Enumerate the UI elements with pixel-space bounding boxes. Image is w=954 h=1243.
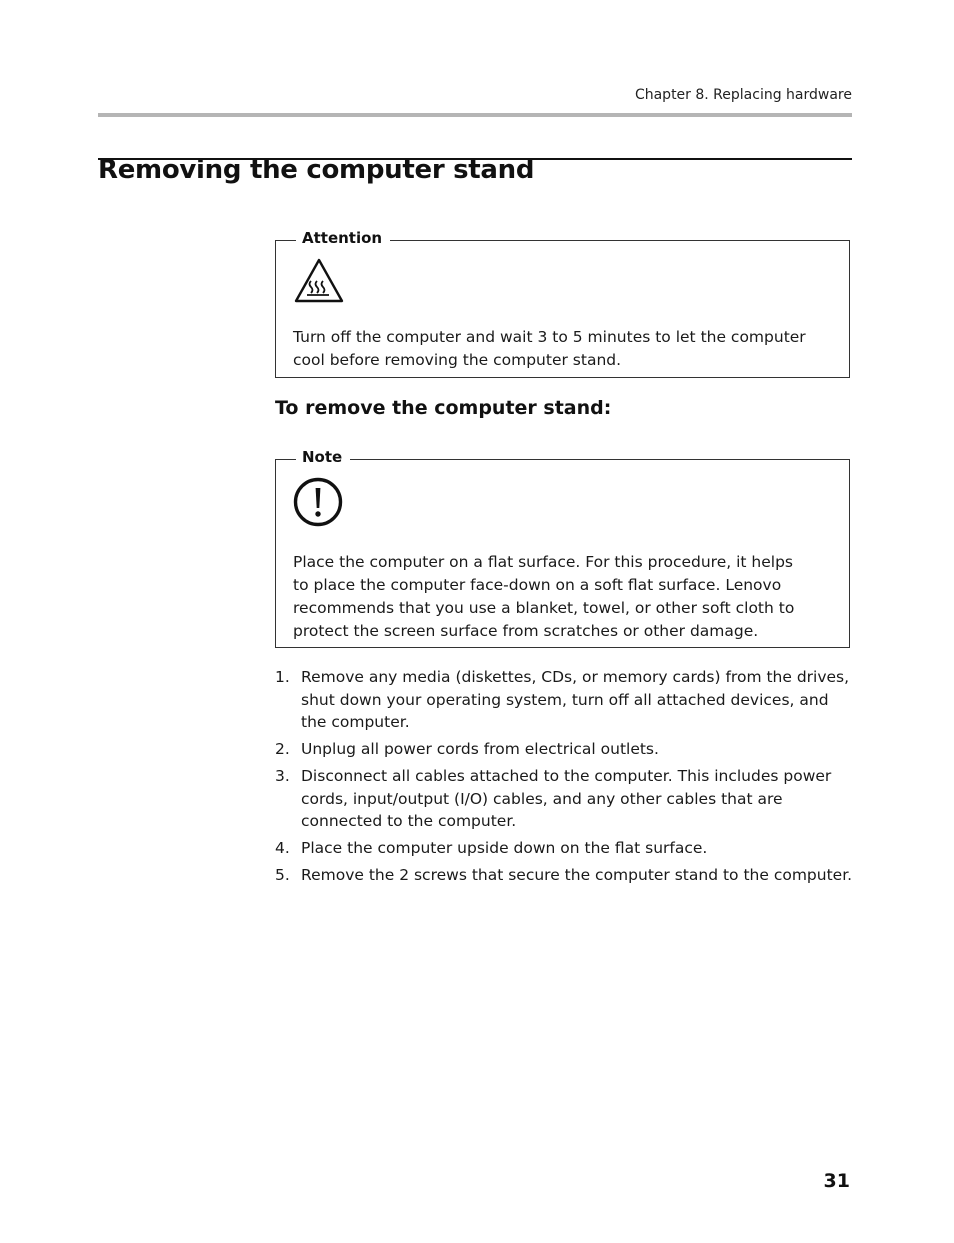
- note-label: Note: [296, 448, 350, 466]
- step-text: [301, 765, 855, 833]
- step-line: the computer.: [301, 713, 410, 731]
- attention-label: Attention: [296, 229, 390, 247]
- exclamation-circle-icon: [293, 477, 345, 533]
- step-line: shut down your operating system, turn off all attached devices, and: [301, 690, 829, 709]
- note-box: [275, 448, 850, 648]
- list-item: [275, 666, 855, 734]
- list-item: [275, 864, 855, 887]
- step-number: 4.: [275, 839, 290, 857]
- procedure-heading: To remove the computer stand:: [275, 397, 612, 419]
- header-rule: [98, 113, 852, 117]
- step-text: [301, 864, 855, 887]
- step-line: cords, input/output (I/O) cables, and any other cables that are: [301, 789, 783, 808]
- list-item: [275, 765, 855, 833]
- procedure-steps: [275, 666, 855, 891]
- step-line: Remove any media (diskettes, CDs, or memory cards) from the drives,: [301, 668, 850, 686]
- page-title: Removing the computer stand: [98, 155, 535, 185]
- page-number: 31: [823, 1170, 850, 1192]
- step-line: Remove the 2 screws that secure the computer stand to the computer.: [301, 866, 853, 884]
- step-number: 5.: [275, 866, 290, 884]
- attention-line: cool before removing the computer stand.: [293, 351, 622, 369]
- step-number: 2.: [275, 740, 290, 758]
- step-text: [301, 837, 855, 860]
- attention-line: Turn off the computer and wait 3 to 5 minutes to let the computer: [293, 328, 806, 346]
- note-text: [293, 551, 819, 643]
- step-number: 3.: [275, 767, 290, 785]
- note-line: recommends that you use a blanket, towel, or other soft cloth to: [293, 599, 795, 617]
- step-text: [301, 666, 855, 734]
- attention-box: [275, 229, 850, 378]
- note-line: Place the computer on a flat surface. For this procedure, it helps: [293, 553, 793, 571]
- step-line: Unplug all power cords from electrical outlets.: [301, 740, 659, 758]
- list-item: [275, 837, 855, 860]
- attention-text: [293, 326, 819, 372]
- step-line: Disconnect all cables attached to the computer. This includes power: [301, 767, 832, 785]
- step-line: connected to the computer.: [301, 812, 517, 830]
- step-number: 1.: [275, 668, 290, 686]
- hot-surface-warning-icon: [293, 257, 345, 309]
- step-text: [301, 738, 855, 761]
- running-header: Chapter 8. Replacing hardware: [634, 87, 852, 103]
- note-line: protect the screen surface from scratches or other damage.: [293, 622, 759, 640]
- list-item: [275, 738, 855, 761]
- step-line: Place the computer upside down on the flat surface.: [301, 839, 708, 857]
- note-line: to place the computer face-down on a soft flat surface. Lenovo: [293, 576, 782, 594]
